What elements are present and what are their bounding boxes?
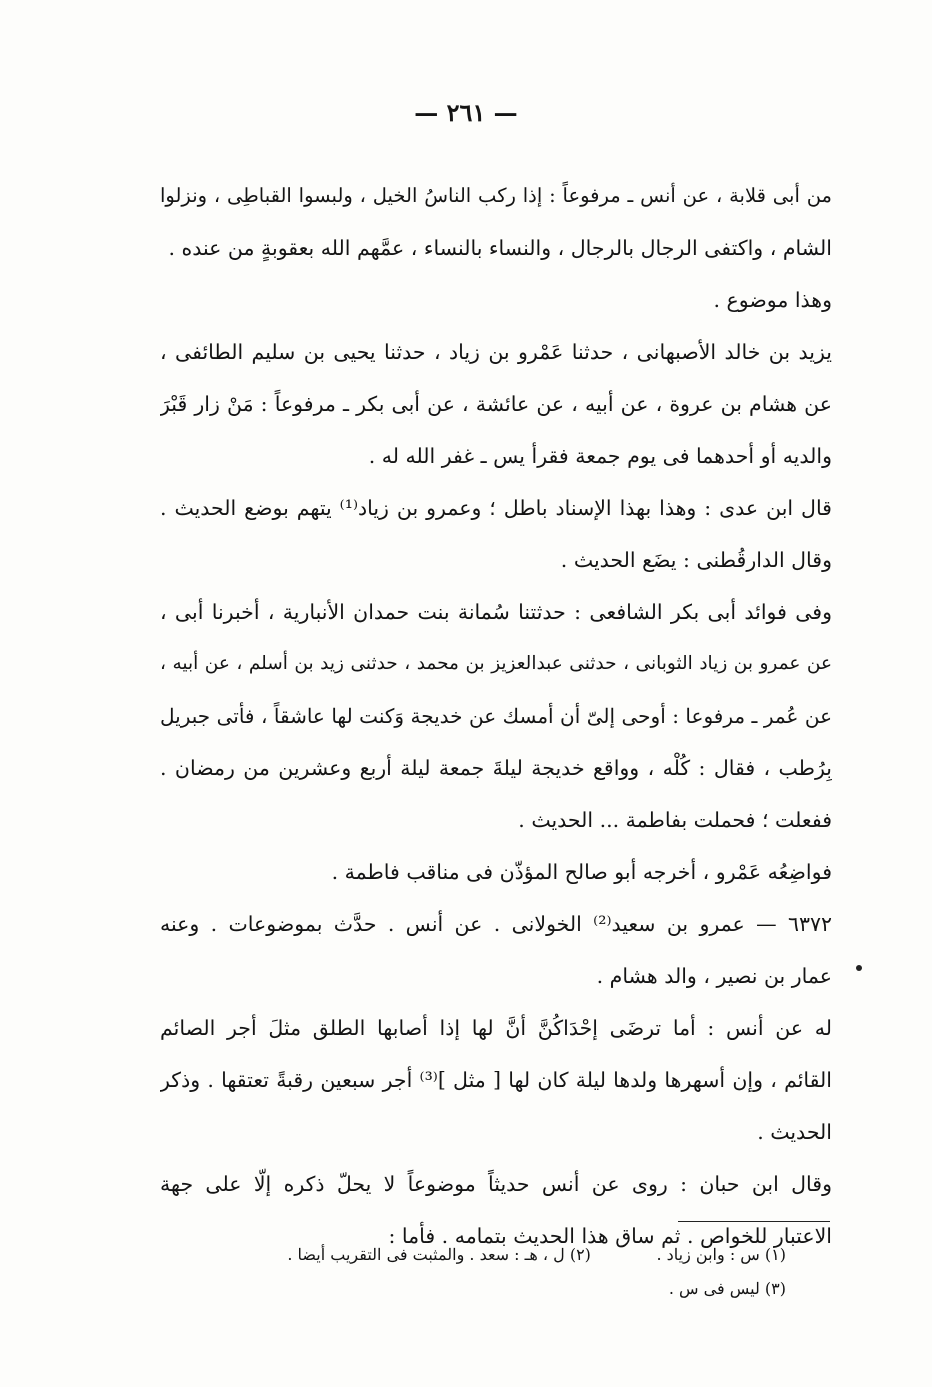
text-line: ففعلت ؛ فحملت بفاطمة ... الحديث . xyxy=(518,808,832,832)
text-line: ٦٣٧٢ — عمرو بن سعيد⁽²⁾ الخولانى . عن أنس . حدَّث بموضوعات . وعنه xyxy=(160,912,832,936)
footnote-row xyxy=(220,1238,786,1272)
footnote-3: (٣) ليس فى س . xyxy=(668,1279,786,1298)
footnotes xyxy=(220,1238,786,1306)
text-line: الشام ، واكتفى الرجال بالرجال ، والنساء بالنساء ، عمَّهم الله بعقوبةٍ من عنده . xyxy=(168,236,832,260)
text-line: وقال ابن حبان : روى عن أنس حديثاً موضوعاً لا يحلّ ذكره إلّا على جهة xyxy=(160,1172,832,1196)
text-line: وهذا موضوع . xyxy=(713,288,832,312)
text-line: عن هشام بن عروة ، عن أبيه ، عن عائشة ، عن أبى بكر ـ مرفوعاً : مَنْ زار قَبْرَ xyxy=(160,392,832,416)
text-line: القائم ، وإن أسهرها ولدها ليلة كان لها [ مثل ]⁽³⁾ أجر سبعين رقبةً تعتقها . وذكر xyxy=(160,1068,832,1092)
text-line: بِرُطب ، فقال : كُلْه ، وواقع خديجة ليلةَ جمعة ليلة أربع وعشرين من رمضان . xyxy=(160,756,832,780)
text-line: الحديث . xyxy=(757,1120,832,1144)
text-line: قال ابن عدى : وهذا بهذا الإسناد باطل ؛ وعمرو بن زياد⁽¹⁾ يتهم بوضع الحديث . xyxy=(160,496,832,520)
text-line: الاعتبار للخواص . ثم ساق هذا الحديث بتمامه . فأما : xyxy=(388,1224,832,1248)
margin-mark xyxy=(856,965,862,971)
text-line: والديه أو أحدهما فى يوم جمعة فقرأ يس ـ غفر الله له . xyxy=(368,444,832,468)
page-number: — ٢٦١ — xyxy=(414,98,518,127)
text-line: من أبى قلابة ، عن أنس ـ مرفوعاً : إذا ركب الناسُ الخيل ، ولبسوا القباطِى ، ونزلوا xyxy=(160,184,832,207)
text-line: عمار بن نصير ، والد هشام . xyxy=(596,964,832,988)
text-line: وفى فوائد أبى بكر الشافعى : حدثتنا سُمانة بنت حمدان الأنبارية ، أخبرنا أبى ، xyxy=(160,600,832,624)
footnote-separator xyxy=(678,1221,830,1222)
text-line: عن عُمر ـ مرفوعا : أوحى إلىّ أن أمسك عن خديجة وَكنت لها عاشقاً ، فأتى جبريل xyxy=(160,704,832,728)
text-line: وقال الدارقُطنى : يضَع الحديث . xyxy=(560,548,832,572)
footnote-2: (٢) ل ، هـ : سعد . والمثبت فى التقريب أيضا . xyxy=(287,1245,591,1264)
text-line: يزيد بن خالد الأصبهانى ، حدثنا عَمْرو بن زياد ، حدثنا يحيى بن سليم الطائفى ، xyxy=(160,340,832,364)
text-line: له عن أنس : أما ترضَى إحْدَاكُنَّ أنَّ لها إذا أصابها الطلق مثلَ أجر الصائم xyxy=(160,1016,832,1040)
footnote-1: (١) س : وابن زياد . xyxy=(656,1245,786,1264)
footnote-row xyxy=(220,1272,786,1306)
text-line: فواضِعُه عَمْرو ، أخرجه أبو صالح المؤذّن فى مناقب فاطمة . xyxy=(331,860,832,884)
body-text xyxy=(160,170,832,1262)
text-line: عن عمرو بن زياد الثوبانى ، حدثنى عبدالعزيز بن محمد ، حدثنى زيد بن أسلم ، عن أبيه ، xyxy=(160,653,832,674)
